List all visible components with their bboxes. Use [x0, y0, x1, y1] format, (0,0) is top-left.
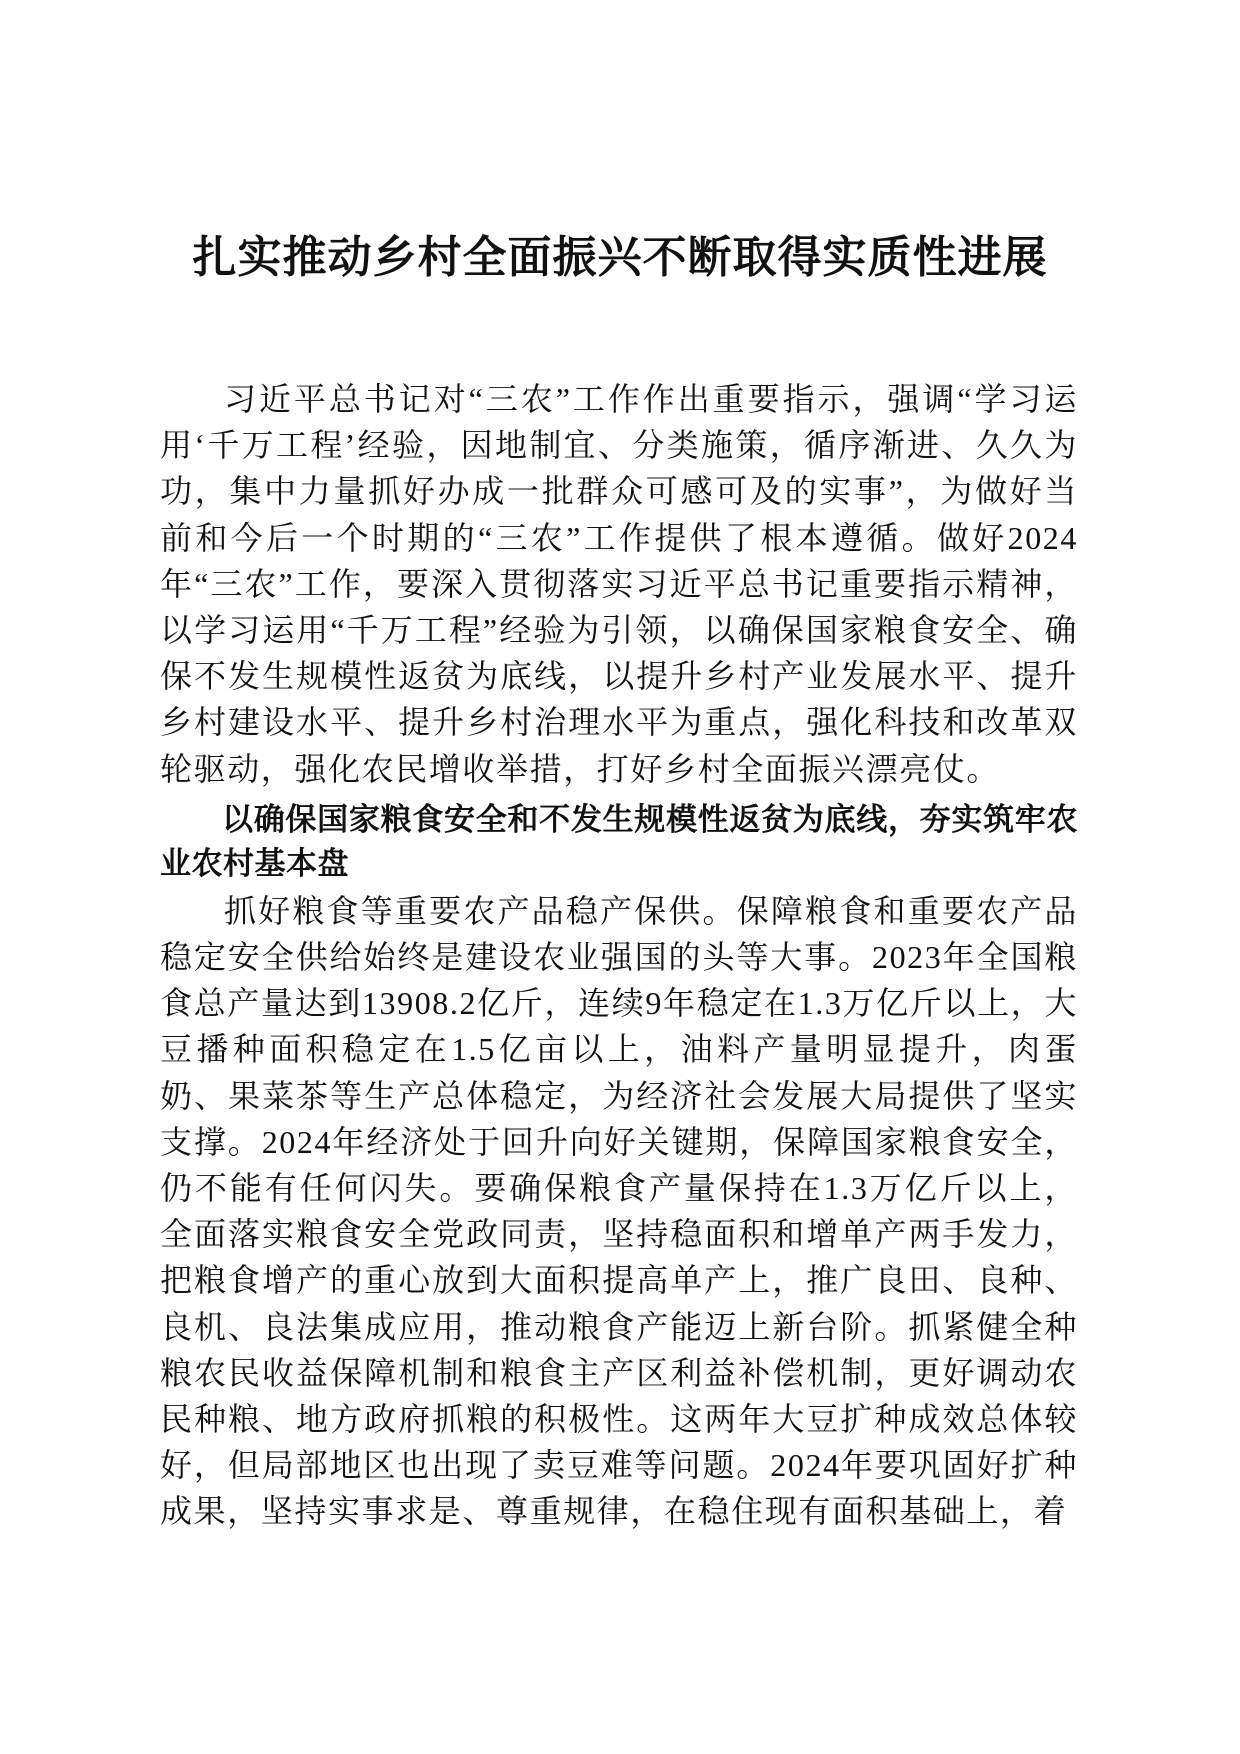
body-paragraph-grain-supply: 抓好粮食等重要农产品稳产保供。保障粮食和重要农产品稳定安全供给始终是建设农业强国的头等大事。2023年全国粮食总产量达到13908.2亿斤，连续9年稳定在1.3万亿斤以上，大豆播种面积稳定在1.5亿亩以上，油料产量明显提升，肉蛋奶、果菜茶等生产总体稳定，为经济社会发展大局提供了坚实支撑。2024年经济处于回升向好关键期，保障国家粮食安全，仍不能有任何闪失。要确保粮食产量保持在1.3万亿斤以上，全面落实粮食安全党政同责，坚持稳面积和增单产两手发力，把粮食增产的重心放到大面积提高单产上，推广良田、良种、良机、良法集成应用，推动粮食产能迈上新台阶。抓紧健全种粮农民收益保障机制和粮食主产区利益补偿机制，更好调动农民种粮、地方政府抓粮的积极性。这两年大豆扩种成效总体较好，但局部地区也出现了卖豆难等问题。2024年要巩固好扩种成果，坚持实事求是、尊重规律，在稳住现有面积基础上，着 — [160, 892, 1078, 1530]
document-body — [160, 376, 1078, 1535]
body-paragraph-intro: 习近平总书记对“三农”工作作出重要指示，强调“学习运用‘千万工程’经验，因地制宜、分类施策，循序渐进、久久为功，集中力量抓好办成一批群众可感可及的实事”，为做好当前和今后一个时期的“三农”工作提供了根本遵循。做好2024年“三农”工作，要深入贯彻落实习近平总书记重要指示精神，以学习运用“千万工程”经验为引领，以确保国家粮食安全、确保不发生规模性返贫为底线，以提升乡村产业发展水平、提升乡村建设水平、提升乡村治理水平为重点，强化科技和改革双轮驱动，强化农民增收举措，打好乡村全面振兴漂亮仗。 — [160, 381, 1078, 787]
document-title: 扎实推动乡村全面振兴不断取得实质性进展 — [192, 232, 1048, 283]
section-heading: 以确保国家粮食安全和不发生规模性返贫为底线，夯实筑牢农业农村基本盘 — [160, 801, 1078, 882]
